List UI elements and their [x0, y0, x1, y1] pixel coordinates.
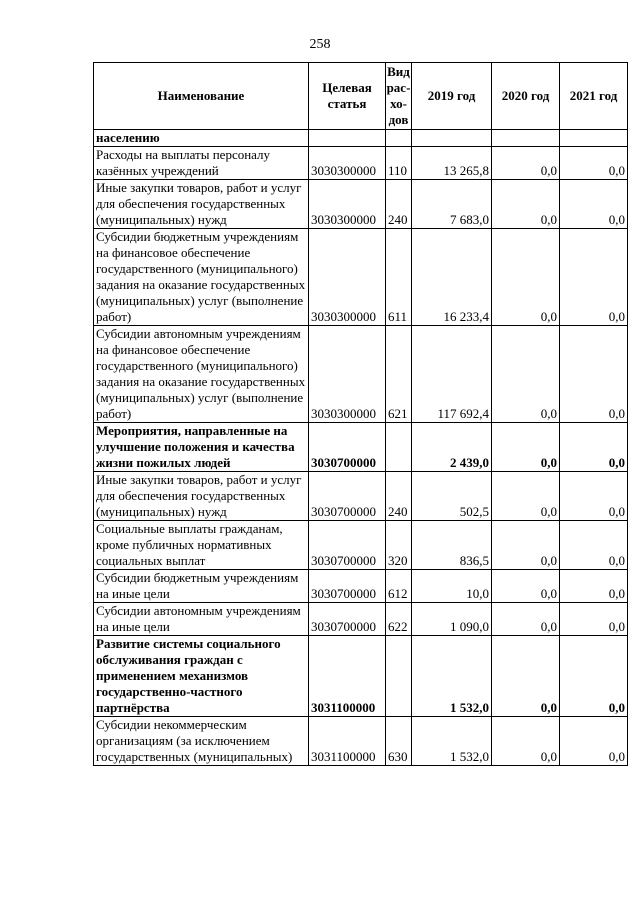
table-row: [94, 636, 628, 717]
cell-2021: 0,0: [560, 636, 628, 717]
cell-expense-type: 110: [386, 147, 412, 180]
cell-name: Мероприятия, направленные на улучшение положения и качества жизни пожилых людей: [94, 423, 309, 472]
header-expense-type: Вид рас- хо- дов: [386, 63, 412, 130]
cell-target-article: 3030700000: [309, 472, 386, 521]
cell-name: Субсидии бюджетным учреждениям на финансовое обеспечение государственного (муниципального) задания на оказание государственных (муниципальных) услуг (выполнение работ): [94, 229, 309, 326]
table-row: [94, 521, 628, 570]
cell-2019: 1 090,0: [412, 603, 492, 636]
cell-2020: 0,0: [492, 570, 560, 603]
table-body: [94, 130, 628, 766]
cell-expense-type: [386, 636, 412, 717]
table-row: [94, 423, 628, 472]
cell-2020: 0,0: [492, 229, 560, 326]
cell-target-article: [309, 130, 386, 147]
table-header-row: [94, 63, 628, 130]
cell-name: Иные закупки товаров, работ и услуг для обеспечения государственных (муниципальных) нужд: [94, 180, 309, 229]
cell-expense-type: 320: [386, 521, 412, 570]
cell-2021: [560, 130, 628, 147]
cell-2020: 0,0: [492, 603, 560, 636]
table-row: [94, 147, 628, 180]
cell-target-article: 3031100000: [309, 717, 386, 766]
cell-target-article: 3030700000: [309, 521, 386, 570]
cell-2020: 0,0: [492, 521, 560, 570]
cell-target-article: 3030300000: [309, 147, 386, 180]
cell-target-article: 3030300000: [309, 180, 386, 229]
cell-target-article: 3030700000: [309, 603, 386, 636]
cell-2019: 13 265,8: [412, 147, 492, 180]
cell-2021: 0,0: [560, 570, 628, 603]
cell-target-article: 3030700000: [309, 570, 386, 603]
cell-name: населению: [94, 130, 309, 147]
cell-2020: 0,0: [492, 717, 560, 766]
header-2020: 2020 год: [492, 63, 560, 130]
table-row: [94, 603, 628, 636]
cell-2021: 0,0: [560, 229, 628, 326]
cell-2020: 0,0: [492, 326, 560, 423]
header-2019: 2019 год: [412, 63, 492, 130]
table-row: [94, 229, 628, 326]
cell-expense-type: 630: [386, 717, 412, 766]
cell-expense-type: [386, 130, 412, 147]
cell-name: Иные закупки товаров, работ и услуг для обеспечения государственных (муниципальных) нужд: [94, 472, 309, 521]
cell-2019: 836,5: [412, 521, 492, 570]
cell-name: Расходы на выплаты персоналу казённых учреждений: [94, 147, 309, 180]
cell-2020: 0,0: [492, 180, 560, 229]
table-row: [94, 472, 628, 521]
table-row: [94, 570, 628, 603]
cell-expense-type: 612: [386, 570, 412, 603]
cell-2019: 502,5: [412, 472, 492, 521]
cell-2019: 1 532,0: [412, 717, 492, 766]
cell-2021: 0,0: [560, 717, 628, 766]
cell-2021: 0,0: [560, 326, 628, 423]
cell-2019: [412, 130, 492, 147]
table-row: [94, 130, 628, 147]
cell-2020: 0,0: [492, 147, 560, 180]
cell-2021: 0,0: [560, 180, 628, 229]
table-row: [94, 180, 628, 229]
cell-2019: 1 532,0: [412, 636, 492, 717]
header-2021: 2021 год: [560, 63, 628, 130]
cell-2021: 0,0: [560, 147, 628, 180]
cell-target-article: 3030300000: [309, 326, 386, 423]
cell-target-article: 3031100000: [309, 636, 386, 717]
cell-expense-type: 611: [386, 229, 412, 326]
cell-2019: 10,0: [412, 570, 492, 603]
cell-name: Субсидии автономным учреждениям на финансовое обеспечение государственного (муниципального) задания на оказание государственных (муниципальных) услуг (выполнение работ): [94, 326, 309, 423]
cell-2021: 0,0: [560, 472, 628, 521]
cell-name: Развитие системы социального обслуживания граждан с применением механизмов государственно-частного партнёрства: [94, 636, 309, 717]
cell-expense-type: [386, 423, 412, 472]
cell-expense-type: 622: [386, 603, 412, 636]
cell-2020: 0,0: [492, 423, 560, 472]
cell-name: Субсидии автономным учреждениям на иные цели: [94, 603, 309, 636]
cell-2019: 7 683,0: [412, 180, 492, 229]
cell-2021: 0,0: [560, 603, 628, 636]
cell-expense-type: 240: [386, 472, 412, 521]
cell-2021: 0,0: [560, 521, 628, 570]
cell-expense-type: 621: [386, 326, 412, 423]
table-row: [94, 717, 628, 766]
header-name: Наименование: [94, 63, 309, 130]
cell-2019: 117 692,4: [412, 326, 492, 423]
cell-name: Субсидии некоммерческим организациям (за исключением государственных (муниципальных): [94, 717, 309, 766]
page-number: 258: [309, 37, 331, 52]
cell-2021: 0,0: [560, 423, 628, 472]
cell-2019: 16 233,4: [412, 229, 492, 326]
cell-target-article: 3030700000: [309, 423, 386, 472]
budget-table: [93, 62, 628, 766]
table-row: [94, 326, 628, 423]
header-target-article: Целевая статья: [309, 63, 386, 130]
cell-name: Субсидии бюджетным учреждениям на иные цели: [94, 570, 309, 603]
cell-name: Социальные выплаты гражданам, кроме публичных нормативных социальных выплат: [94, 521, 309, 570]
cell-2019: 2 439,0: [412, 423, 492, 472]
cell-target-article: 3030300000: [309, 229, 386, 326]
cell-2020: 0,0: [492, 472, 560, 521]
cell-2020: 0,0: [492, 636, 560, 717]
cell-2020: [492, 130, 560, 147]
cell-expense-type: 240: [386, 180, 412, 229]
